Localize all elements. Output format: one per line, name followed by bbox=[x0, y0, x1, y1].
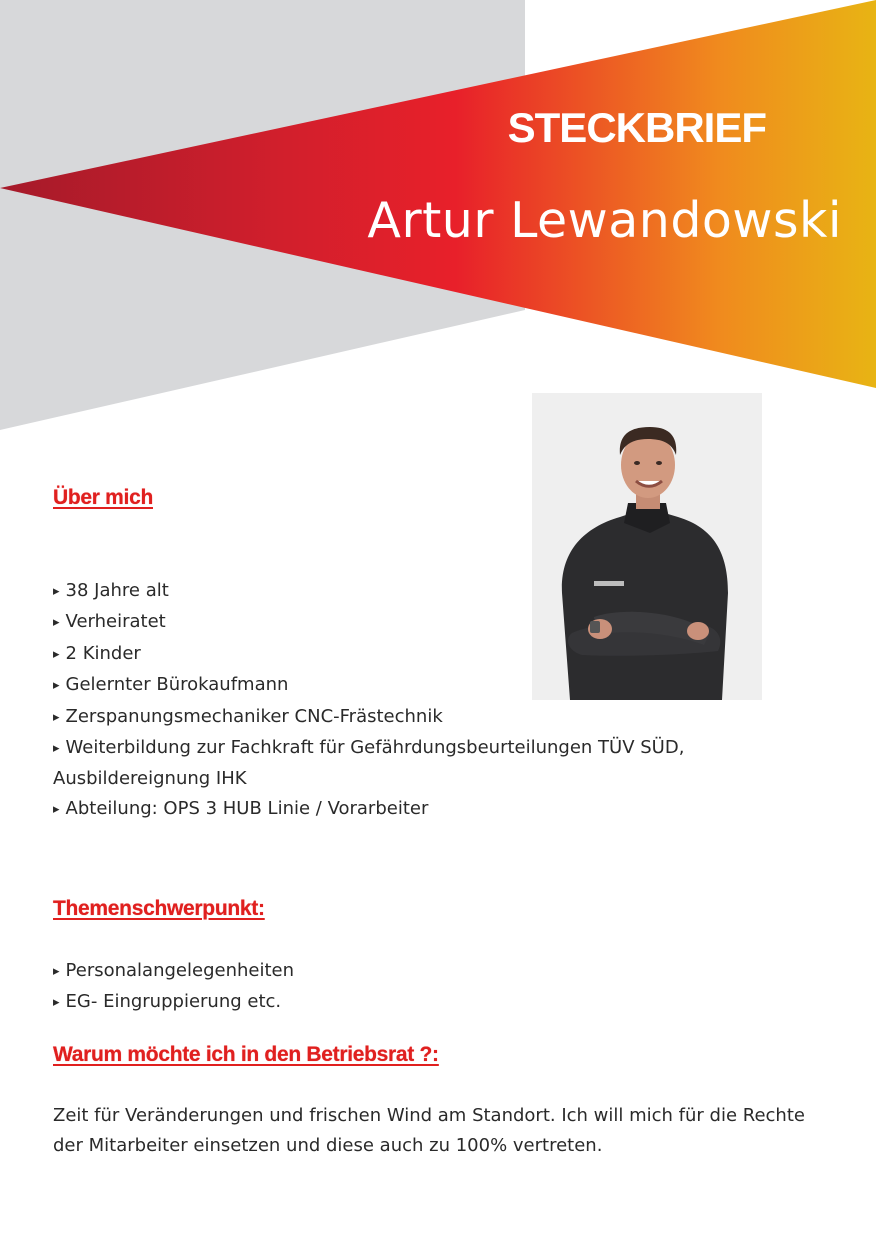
list-item: ▸ Abteilung: OPS 3 HUB Linie / Vorarbeiter bbox=[53, 794, 813, 825]
page-title: STECKBRIEF bbox=[507, 104, 766, 151]
list-item: ▸ Personalangelegenheiten bbox=[53, 956, 493, 987]
list-item: ▸ Weiterbildung zur Fachkraft für Gefährdungsbeurteilungen TÜV SÜD, Ausbildereignung IHK bbox=[53, 733, 813, 794]
list-item: ▸ Zerspanungsmechaniker CNC-Frästechnik bbox=[53, 702, 813, 733]
topics-heading: Themenschwerpunkt: bbox=[53, 897, 265, 920]
motivation-text: Zeit für Veränderungen und frischen Wind am Standort. Ich will mich für die Rechte der Mitarbeiter einsetzen und diese auch zu 100% vertreten. bbox=[53, 1105, 805, 1156]
list-item: ▸ Gelernter Bürokaufmann bbox=[53, 670, 813, 701]
list-item: ▸ 38 Jahre alt bbox=[53, 576, 813, 607]
person-name: Artur Lewandowski bbox=[367, 192, 842, 249]
about-list bbox=[53, 576, 813, 825]
about-heading: Über mich bbox=[53, 486, 153, 509]
topics-list bbox=[53, 956, 493, 1019]
list-item: ▸ EG- Eingruppierung etc. bbox=[53, 987, 493, 1018]
list-item: ▸ 2 Kinder bbox=[53, 639, 813, 670]
list-item: ▸ Verheiratet bbox=[53, 607, 813, 638]
motivation-heading: Warum möchte ich in den Betriebsrat ?: bbox=[53, 1043, 439, 1066]
